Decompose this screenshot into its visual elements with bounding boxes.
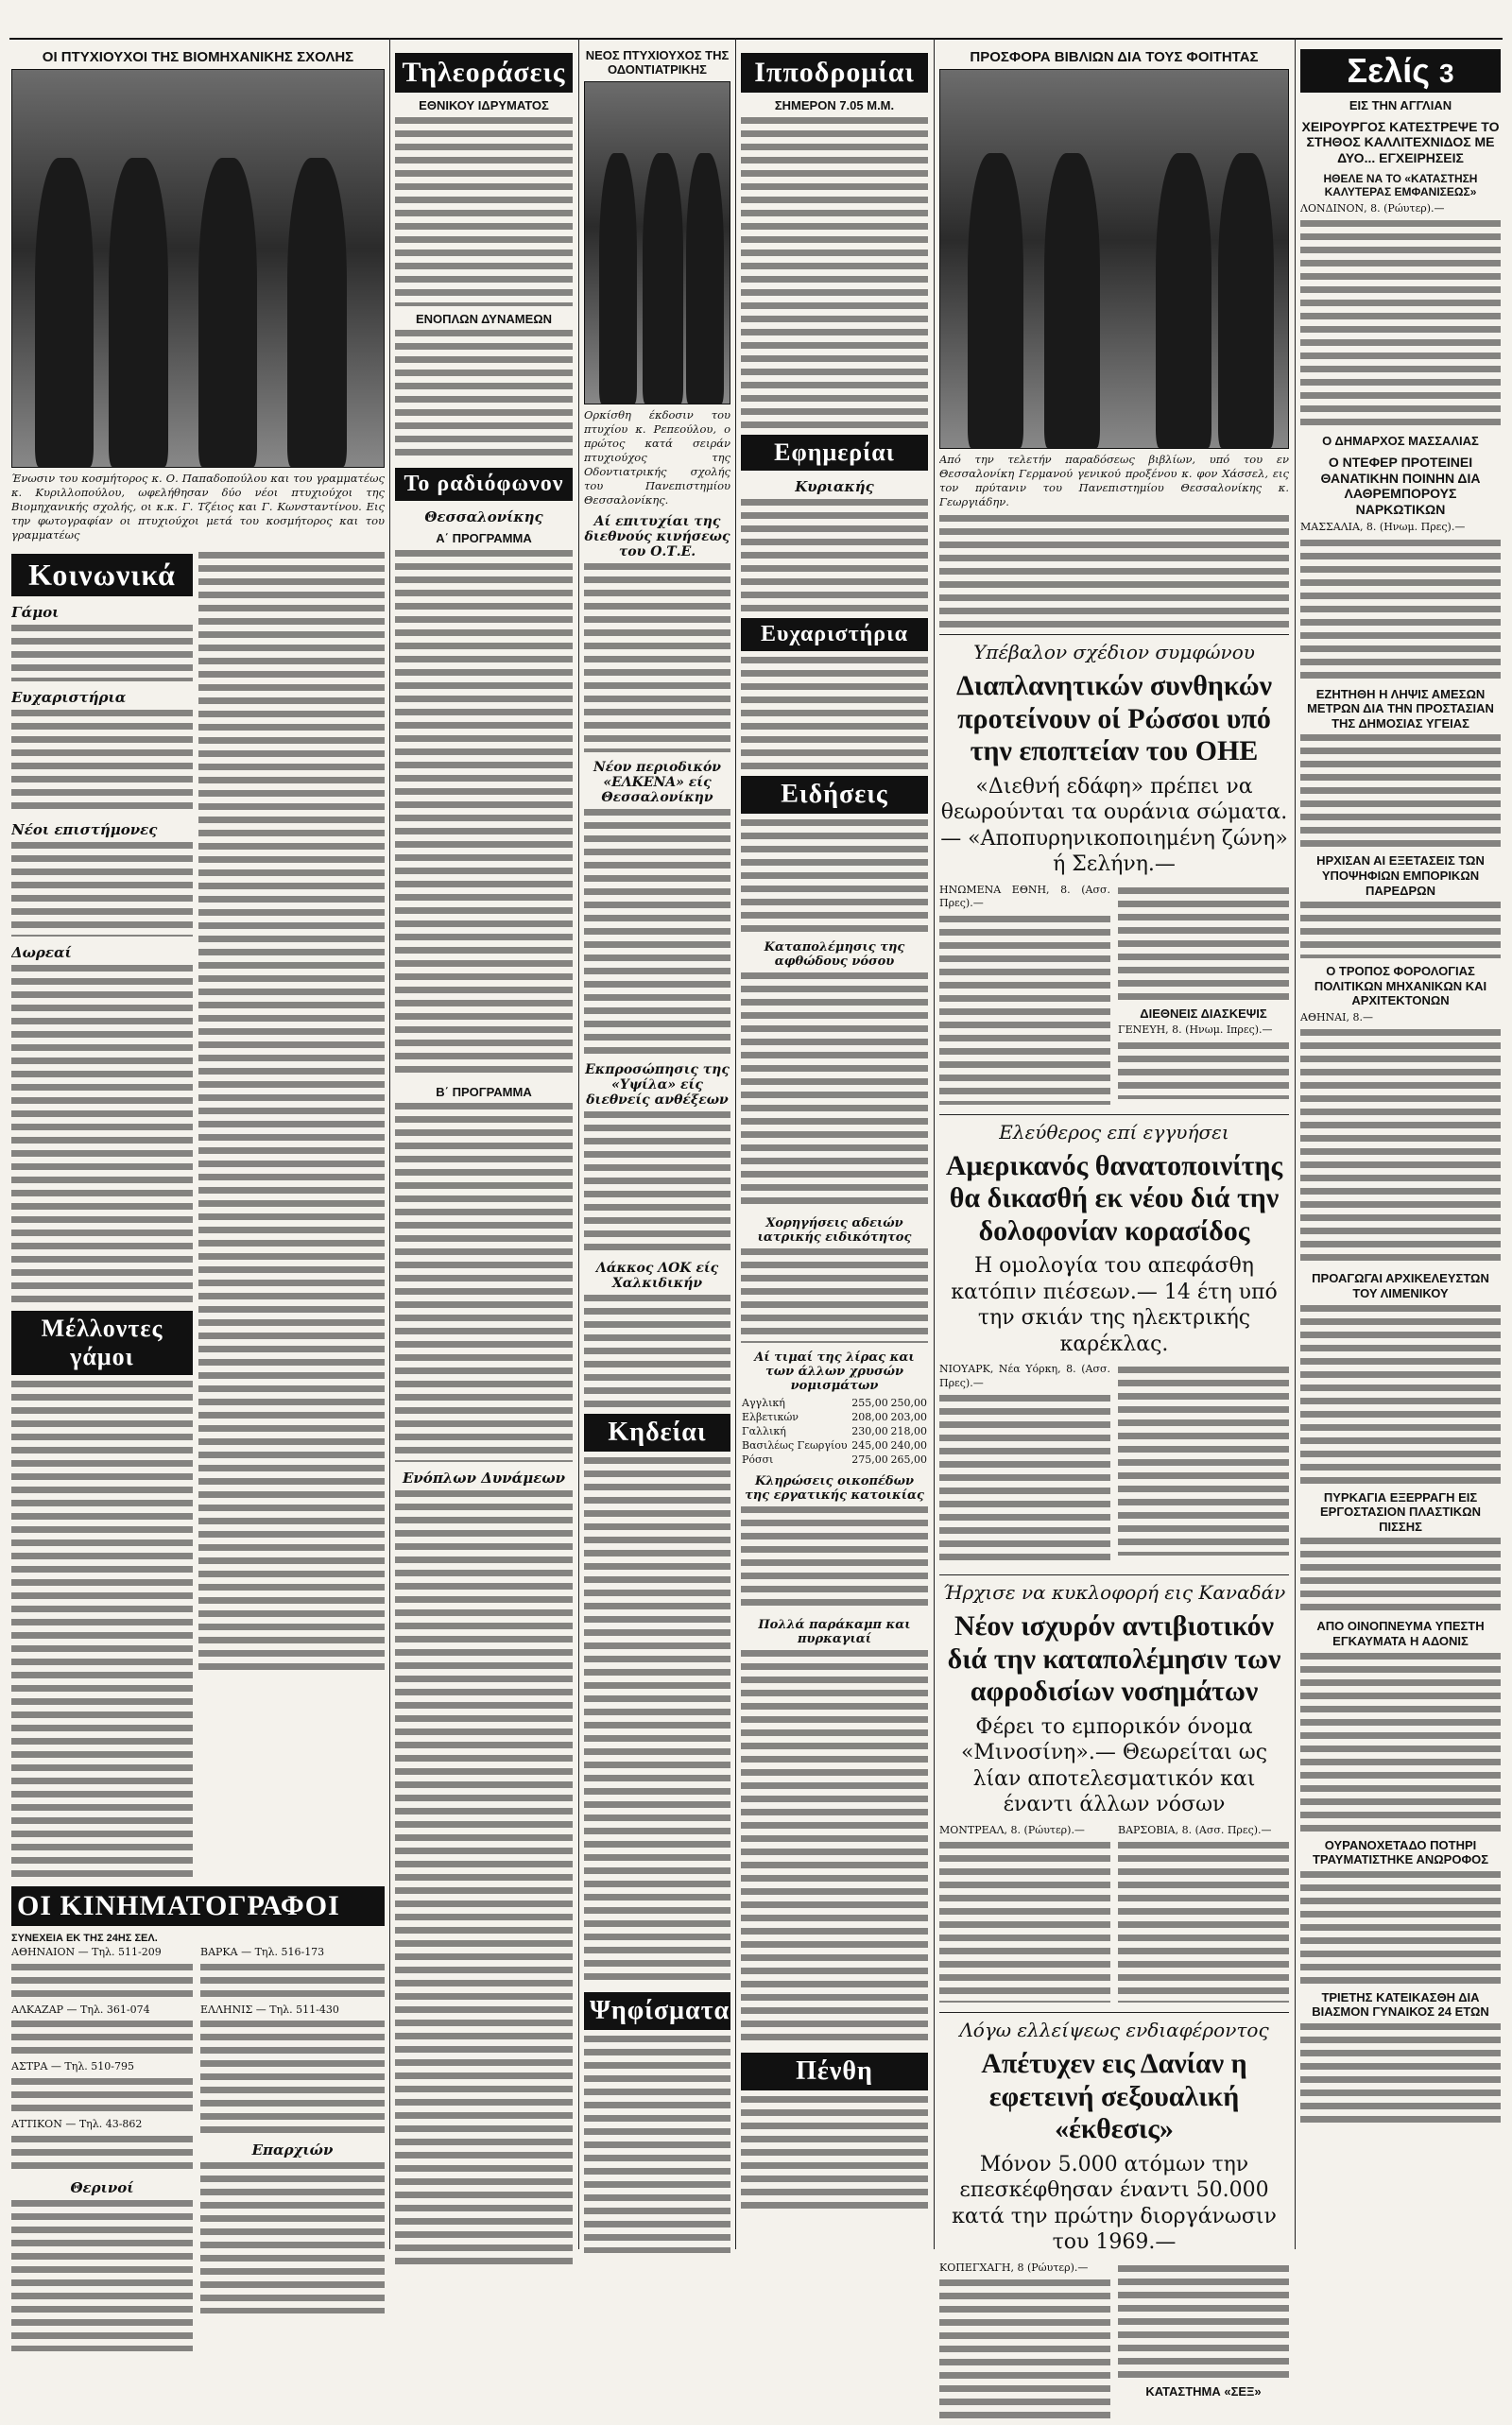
table-row: Βασιλέως Γεωργίου 245,00 240,00	[742, 1438, 927, 1452]
dateline: ΜΟΝΤΡΕΑΛ, 8. (Ρώυτερ).—	[939, 1823, 1085, 1836]
heading-ote: Αί επιτυχίαι της διεθνούς κινήσεως του Ο.Τ.Ε.	[584, 514, 730, 560]
pre-headline-4: Λόγω ελλείψεως ενδιαφέροντος	[959, 2019, 1269, 2042]
column-5	[939, 47, 1289, 2425]
heading-gold-prices: Αί τιμαί της λίρας και των άλλων χρυσών νομισμάτων	[754, 1350, 915, 1393]
headline-1: Διαπλανητικών συνθηκών προτείνουν οί Ρώσσοι υπό την εποπτείαν του ΟΗΕ	[955, 670, 1273, 766]
section-mellontes-gamoi: Μέλλοντες γάμοι	[11, 1311, 193, 1375]
column-rule	[578, 38, 579, 2249]
section-radiofono: Το ραδιόφωνον	[395, 468, 573, 501]
subhead-xeirourgos: ΗΘΕΛΕ ΝΑ ΤΟ «ΚΑΤΑΣΤΗΣΗ ΚΑΛΥΤΕΡΑΣ ΕΜΦΑΝΙΣΕΩΣ»	[1323, 171, 1478, 199]
dateline: ΑΘΗΝΑΙ, 8.—	[1300, 1010, 1373, 1023]
heading-eparxion: Επαρχιών	[251, 2141, 334, 2159]
headline-pyrkagia: ΠΥΡΚΑΓΙΑ ΕΞΕΡΡΑΓΗ ΕΙΣ ΕΡΓΟΣΤΑΣΙΟΝ ΠΛΑΣΤΙΚΩΝ ΠΙΣΣΗΣ	[1320, 1489, 1481, 1534]
headline-2: Αμερικανός θανατοποινίτης θα δικασθή εκ νέου διά την δολοφονίαν κορασίδος	[945, 1149, 1283, 1247]
heading-thessaloniki: Θεσσαλονίκης	[424, 508, 543, 526]
section-efimerioi: Εφημερίαι	[741, 435, 928, 471]
dateline: ΒΑΡΣΟΒΙΑ, 8. (Ασσ. Πρες).—	[1118, 1823, 1272, 1836]
cinema-entry: ΑΣΤΡΑ — Τηλ. 510-795	[11, 2060, 134, 2073]
photo-kicker: ΟΙ ΠΤΥΧΙΟΥΧΟΙ ΤΗΣ ΒΙΟΜΗΧΑΝΙΚΗΣ ΣΧΟΛΗΣ	[42, 49, 354, 65]
deck-1: «Διεθνή εδάφη» πρέπει να θεωρούνται τα ουράνια σώματα.— «Αποπυρηνικοποιημένη ζώνη» ή Σελήνη.—	[940, 774, 1288, 876]
section-kinimatografoi: ΟΙ ΚΙΝΗΜΑΤΟΓΡΑΦΟΙ	[11, 1886, 385, 1926]
column-rule	[1295, 38, 1296, 2249]
headline-ygeia: ΕΖΗΤΗΘΗ Η ΛΗΨΙΣ ΑΜΕΣΩΝ ΜΕΤΡΩΝ ΔΙΑ ΤΗΝ ΠΡΟΣΤΑΣΙΑΝ ΤΗΣ ΔΗΜΟΣΙΑΣ ΥΓΕΙΑΣ	[1307, 686, 1494, 731]
books-photo	[939, 69, 1289, 449]
heading-a-programma: Α΄ ΠΡΟΓΡΑΜΜΑ	[436, 531, 532, 546]
dateline: ΜΑΣΣΑΛΙΑ, 8. (Ηνωμ. Πρες).—	[1300, 521, 1466, 534]
section-ippodromiai: Ιπποδρομίαι	[741, 53, 928, 93]
section-kideiai: Κηδείαι	[584, 1414, 730, 1452]
deck-3: Φέρει το εμπορικόν όνομα «Μινοσίνη».— Θεωρείται ως λίαν αποτελεσματικόν και έναντι άλλων νόσων	[960, 1714, 1268, 1817]
headline-katadiki: ΤΡΙΕΤΗΣ ΚΑΤΕΙΚΑΣΘΗ ΔΙΑ ΒΙΑΣΜΟΝ ΓΥΝΑΙΚΟΣ 24 ΕΤΩΝ	[1312, 1989, 1489, 2020]
column-rule	[389, 38, 390, 2249]
dateline: ΚΟΠΕΓΧΑΓΗ, 8 (Ρώυτερ).—	[939, 2261, 1089, 2274]
page-number-banner: Σελίς 3	[1300, 49, 1501, 93]
photo-kicker: ΝΕΟΣ ΠΤΥΧΙΟΥΧΟΣ ΤΗΣ ΟΔΟΝΤΙΑΤΡΙΚΗΣ	[585, 48, 730, 77]
dateline: ΝΙΟΥΑΡΚ, Νέα Υόρκη, 8. (Ασσ. Πρες).—	[939, 1363, 1110, 1389]
heading-eyxaristiria: Ευχαριστήρια	[11, 688, 127, 706]
cinema-entry: ΕΛΛΗΝΙΣ — Τηλ. 511-430	[200, 2003, 339, 2016]
headline-exetaseis: ΗΡΧΙΣΑΝ ΑΙ ΕΞΕΤΑΣΕΙΣ ΤΩΝ ΥΠΟΨΗΦΙΩΝ ΕΜΠΟΡΙΚΩΝ ΠΑΡΕΔΡΩΝ	[1316, 853, 1485, 898]
heading-b-programma: Β΄ ΠΡΟΓΡΑΜΜΑ	[436, 1084, 532, 1099]
heading-neoi-epistimones: Νέοι επιστήμονες	[11, 820, 158, 838]
photo-kicker: ΠΡΟΣΦΟΡΑ ΒΙΒΛΙΩΝ ΔΙΑ ΤΟΥΣ ΦΟΙΤΗΤΑΣ	[970, 49, 1259, 65]
table-row: Ρόσσι 275,00 265,00	[742, 1453, 927, 1466]
heading-eit: ΕΘΝΙΚΟΥ ΙΔΡΥΜΑΤΟΣ	[419, 98, 549, 112]
graduates-photo	[11, 69, 385, 468]
dateline: ΓΕΝΕΥΗ, 8. (Ηνωμ. Ιπρες).—	[1118, 1023, 1273, 1037]
section-penthi: Πένθη	[741, 2053, 928, 2090]
top-rule	[9, 38, 1503, 40]
heading-kelna: Νέον περιοδικόν «ΕΛΚΕΝΑ» είς Θεσσαλονίκην	[593, 760, 722, 806]
photo-caption: Από την τελετήν παραδόσεως βιβλίων, υπό του εν Θεσσαλονίκη Γερμανού γενικού προξένου κ. φον Χάσσελ, εις τον πρύτανιν του Πανεπιστημίου Θεσσαλονίκης κ. Γεωργιάδην.	[939, 453, 1289, 509]
photo-caption: Ένωσιν του κοσμήτορος κ. Ο. Παπαδοπούλου και του γραμματέως κ. Κυριλλοπούλου, ωφελήθησαν δύο νέοι πτυχιούχοι της Βιομηχανικής σχολής, οι κ.κ. Γ. Τζέιος και Γ. Κωνσταντίνου. Εις την φωτογραφίαν οι πτυχιούχοι μετά του κοσμήτορος και του γραμματέως	[11, 472, 385, 542]
headline-foroi: Ο ΤΡΟΠΟΣ ΦΟΡΟΛΟΓΙΑΣ ΠΟΛΙΤΙΚΩΝ ΜΗΧΑΝΙΚΩΝ ΚΑΙ ΑΡΧΙΤΕΚΤΟΝΩΝ	[1314, 964, 1487, 1008]
section-psifismata: Ψηφίσματα	[584, 1992, 730, 2030]
table-row: Αγγλική 255,00 250,00	[742, 1396, 927, 1409]
gold-price-table	[741, 1396, 928, 1467]
headline-proagogai: ΠΡΟΑΓΩΓΑΙ ΑΡΧΙΚΕΛΕΥΣΤΩΝ ΤΟΥ ΛΙΜΕΝΙΚΟΥ	[1312, 1271, 1489, 1301]
dentist-photo	[584, 81, 730, 404]
cinema-entry: ΑΛΚΑΖΑΡ — Τηλ. 361-074	[11, 2003, 150, 2016]
heading-enoplon: ΕΝΟΠΛΩΝ ΔΥΝΑΜΕΩΝ	[415, 311, 553, 326]
heading-xorigisis: Χορηγήσεις αδειών ιατρικής ειδικότητος	[757, 1215, 912, 1245]
pre-headline-2: Ελεύθερος επί εγγυήσει	[999, 1120, 1229, 1144]
deck-2: Η ομολογία του απεφάσθη κατόπιν πιέσεων.— 14 έτη υπό την σκιάν της ηλεκτρικής καρέκλας.	[951, 1254, 1278, 1356]
column-2	[395, 47, 573, 2269]
heading-katapolemisis: Καταπολέμησις της αφθώδους νόσου	[764, 939, 905, 969]
photo-caption: Ορκίσθη έκδοσιν του πτυχίου κ. Ρεπεούλου, ο πρώτος κατά σειράν πτυχιούχος της Οδοντιατρικής σχολής του Πανεπιστημίου Θεσσαλονίκης.	[584, 407, 730, 507]
column-6	[1300, 47, 1501, 2131]
column-4	[741, 47, 928, 2213]
column-rule	[934, 38, 935, 2249]
heading-gamoi: Γάμοι	[11, 603, 60, 621]
heading-yhla: Εκπροσώπησις της «Υψίλα» είς διεθνείς ανθέξεων	[585, 1062, 730, 1109]
column-rule	[735, 38, 736, 2249]
section-eidoseis: Ειδήσεις	[741, 776, 928, 814]
section-koinonika: Κοινωνικά	[11, 554, 193, 596]
heading-lok: Λάκκος ΛΟΚ είς Χαλκιδικήν	[595, 1261, 719, 1292]
headline-ntefer: Ο ΝΤΕΦΕΡ ΠΡΟΤΕΙΝΕΙ ΘΑΝΑΤΙΚΗΝ ΠΟΙΝΗΝ ΔΙΑ ΛΑΘΡΕΜΠΟΡΟΥΣ ΝΑΡΚΩΤΙΚΩΝ	[1320, 454, 1481, 518]
headline-3: Νέον ισχυρόν αντιβιοτικόν διά την καταπολέμησιν των αφροδισίων νοσημάτων	[947, 1610, 1281, 1708]
headline-potiri: ΟΥΡΑΝΟΧΕΤΑΔΟ ΠΟΤΗΡΙ ΤΡΑΥΜΑΤΙΣΤΗΚΕ ΑΝΩΡΟΦΟΣ	[1312, 1837, 1489, 1867]
heading-therinoi: Θερινοί	[70, 2179, 134, 2197]
table-row: Γαλλική 230,00 218,00	[742, 1424, 927, 1437]
cinema-entry: ΒΑΡΚΑ — Τηλ. 516-173	[200, 1945, 325, 1958]
column-3	[584, 47, 730, 2257]
pre-headline-3: Ήρχισε να κυκλοφορή εις Καναδάν	[942, 1581, 1286, 1605]
cinema-entry: ΑΘΗΝΑΙΟΝ — Τηλ. 511-209	[11, 1945, 162, 1958]
heading-diethnes: ΔΙΕΘΝΕΙΣ ΔΙΑΣΚΕΨΙΣ	[1140, 1006, 1267, 1021]
dateline: ΗΝΩΜΕΝΑ ΕΘΝΗ, 8. (Ασσ. Πρες).—	[939, 883, 1110, 910]
heading-polla: Πολλά παράκαμπ και πυρκαγιαί	[758, 1617, 911, 1646]
pre-headline-1: Υπέβαλον σχέδιον συμφώνου	[973, 641, 1255, 663]
section-tileorasis: Τηλεοράσεις	[395, 53, 573, 93]
heading-katastasis: ΚΑΤΑΣΤΗΜΑ «ΣΕΞ»	[1145, 2383, 1262, 2399]
kicker-agglia: ΕΙΣ ΤΗΝ ΑΓΓΛΙΑΝ	[1349, 98, 1452, 112]
heading-dorea: Δωρεαί	[11, 943, 72, 961]
heading-klirosis: Κληρώσεις οικοπέδων της εργατικής κατοικίας	[745, 1473, 924, 1503]
heading-kyriakis: Κυριακής	[795, 477, 874, 495]
deck-4: Μόνον 5.000 ατόμων την επεσκέφθησαν έναντι 50.000 κατά την πρώτην διοργάνωσιν του 1969.—	[952, 2152, 1277, 2255]
heading-today: ΣΗΜΕΡΟΝ 7.05 Μ.Μ.	[774, 98, 895, 112]
cinema-entry: ΑΤΤΙΚΟΝ — Τηλ. 43-862	[11, 2118, 143, 2131]
table-row: Ελβετικών 208,00 203,00	[742, 1410, 927, 1423]
headline-4: Απέτυχεν εις Δανίαν η εφετεινή σεξουαλική «έκθεσις»	[981, 2048, 1247, 2145]
headline-dimarxos: Ο ΔΗΜΑΡΧΟΣ ΜΑΣΣΑΛΙΑΣ	[1322, 434, 1479, 449]
heading-enoplon-syn: Ενόπλων Δυνάμεων	[402, 1470, 566, 1488]
headline-oinopneuma: ΑΠΟ ΟΙΝΟΠΝΕΥΜΑ ΥΠΕΣΤΗ ΕΓΚΑΥΜΑΤΑ Η ΑΔΟΝΙΣ	[1316, 1619, 1485, 1648]
dateline: ΛΟΝΔΙΝΟΝ, 8. (Ρώυτερ).—	[1300, 201, 1445, 215]
column-1	[11, 47, 385, 2355]
cinema-intro: ΣΥΝΕΧΕΙΑ ΕΚ ΤΗΣ 24ΗΣ ΣΕΛ.	[11, 1932, 158, 1944]
headline-xeirourgos: ΧΕΙΡΟΥΡΓΟΣ ΚΑΤΕΣΤΡΕΨΕ ΤΟ ΣΤΗΘΟΣ ΚΑΛΛΙΤΕΧΝΙΔΟΣ ΜΕ ΔΥΟ... ΕΓΧΕΙΡΗΣΕΙΣ	[1301, 118, 1500, 166]
section-eyxaristiria: Ευχαριστήρια	[741, 618, 928, 651]
